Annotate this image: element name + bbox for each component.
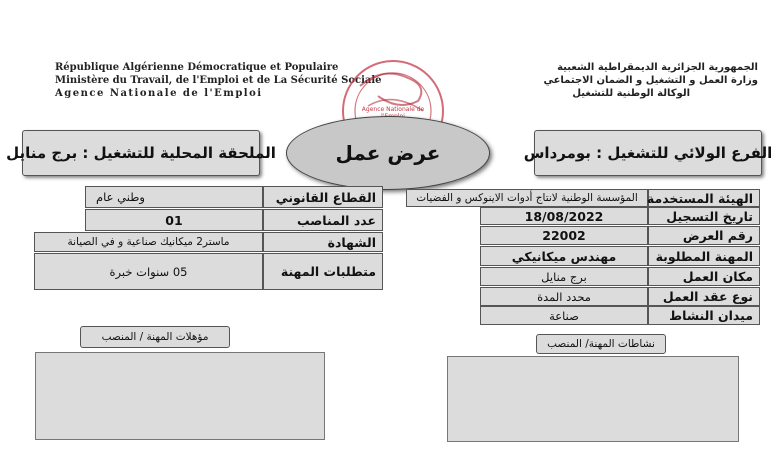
left-header-local-office: الملحقة المحلية للتشغيل : برج منايل [22, 130, 260, 176]
activities-box [447, 356, 739, 442]
diploma-label: الشهادة [263, 232, 383, 252]
offer-number-label: رقم العرض [648, 226, 760, 245]
qualifications-label: مؤهلات المهنة / المنصب [80, 326, 230, 348]
header-ar-line-1: الجمهورية الجزائرية الديمقراطية الشعبية [557, 62, 758, 73]
work-place-value: برج منايل [480, 267, 648, 286]
legal-sector-value: وطني عام [85, 186, 263, 208]
requirements-label: متطلبات المهنة [263, 253, 383, 290]
title-offer: عرض عمل [286, 116, 490, 190]
header-fr-line-3: Agence Nationale de l'Emploi [55, 88, 263, 99]
employer-label: الهيئة المستخدمة [648, 189, 760, 207]
stamp-text-top: Agence Nationale de [361, 106, 425, 113]
required-profession-label: المهنة المطلوبة [648, 246, 760, 266]
legal-sector-label: القطاع القانوني [263, 186, 383, 208]
contract-type-value: محدد المدة [480, 287, 648, 306]
requirements-value: 05 سنوات خبرة [34, 253, 263, 290]
activity-field-value: صناعة [480, 306, 648, 325]
positions-count-value: 01 [85, 209, 263, 231]
work-place-label: مكان العمل [648, 267, 760, 286]
right-header-branch-office: الفرع الولائي للتشغيل : بومرداس [534, 130, 762, 176]
required-profession-value: مهندس ميكانيكي [480, 246, 648, 266]
activity-field-label: ميدان النشاط [648, 306, 760, 325]
qualifications-box [35, 352, 325, 440]
diploma-value: ماستر2 ميكانيك صناعية و في الصيانة [34, 232, 263, 252]
header-fr-line-1: République Algérienne Démocratique et Populaire [55, 62, 339, 73]
positions-count-label: عدد المناصب [263, 209, 383, 231]
header-fr-line-2: Ministère du Travail, de l'Emploi et de La Sécurité Sociale [55, 75, 382, 86]
contract-type-label: نوع عقد العمل [648, 287, 760, 306]
registration-date-value: 18/08/2022 [480, 207, 648, 225]
activities-label: نشاطات المهنة/ المنصب [536, 334, 666, 354]
header-ar-line-2: وزارة العمل و التشغيل و الضمان الاجتماعي [543, 75, 758, 86]
header-ar-line-3: الوكالة الوطنية للتشغيل [572, 88, 690, 99]
offer-number-value: 22002 [480, 226, 648, 245]
employer-value: المؤسسة الوطنية لانتاج أدوات الاينوكس و الفضيات [406, 189, 648, 207]
registration-date-label: تاريخ التسجيل [648, 207, 760, 225]
